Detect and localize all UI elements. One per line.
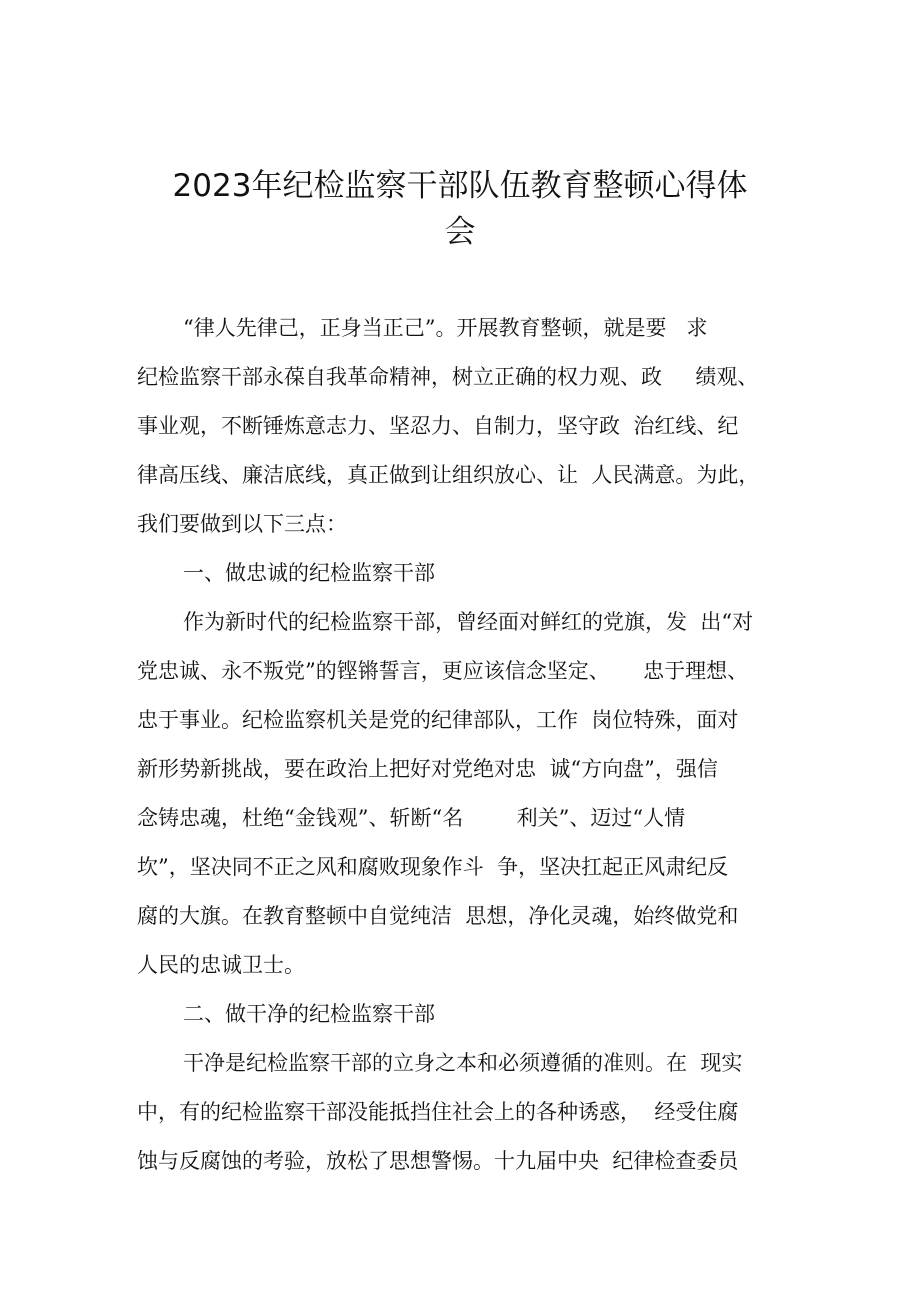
section-heading-2: 二、做干净的纪检监察干部 [183, 1002, 435, 1026]
paragraph-line: 腐的大旗。在教育整顿中自觉纯洁 思想，净化灵魂，始终做党和 [137, 904, 739, 928]
paragraph-line: 作为新时代的纪检监察干部，曾经面对鲜红的党旗，发 出“对 [183, 610, 754, 634]
paragraph-line: 律高压线、廉洁底线，真正做到让组织放心、让 人民满意。为此， [137, 463, 760, 487]
document-title-line-1: 2023年纪检监察干部队伍教育整顿心得体 [172, 168, 748, 204]
paragraph-line: 蚀与反腐蚀的考验，放松了思想警惕。十九届中央 纪律检查委员 [137, 1149, 739, 1173]
paragraph-line: 我们要做到以下三点： [137, 512, 347, 536]
section-heading-1: 一、做忠诚的纪检监察干部 [183, 561, 435, 585]
paragraph-line: 党忠诚、永不叛党”的铿锵誓言，更应该信念坚定、 忠于理想、 [137, 659, 749, 683]
paragraph-line: 忠于事业。纪检监察机关是党的纪律部队，工作 岗位特殊，面对 [137, 708, 739, 732]
paragraph-line: 事业观，不断锤炼意志力、坚忍力、自制力，坚守政 治红线、纪 [137, 414, 739, 438]
paragraph-line: 念铸忠魂，杜绝“金钱观”、斩断“名 利关”、迈过“人情 [137, 806, 686, 830]
paragraph-line: 纪检监察干部永葆自我革命精神，树立正确的权力观、政 绩观、 [137, 365, 759, 389]
paragraph-line: 新形势新挑战，要在政治上把好对党绝对忠 诚“方向盘”，强信 [137, 757, 718, 781]
paragraph-line: 干净是纪检监察干部的立身之本和必须遵循的准则。在 现实 [183, 1051, 743, 1075]
document-title-line-2: 会 [444, 214, 476, 250]
paragraph-line: 坎”，坚决同不正之风和腐败现象作斗 争，坚决扛起正风肃纪反 [137, 855, 729, 879]
paragraph-line: “律人先律己，正身当正己”。开展教育整顿，就是要 求 [183, 316, 708, 340]
paragraph-line: 中，有的纪检监察干部没能抵挡住社会上的各种诱惑， 经受住腐 [137, 1100, 739, 1124]
paragraph-line: 人民的忠诚卫士。 [137, 953, 305, 977]
